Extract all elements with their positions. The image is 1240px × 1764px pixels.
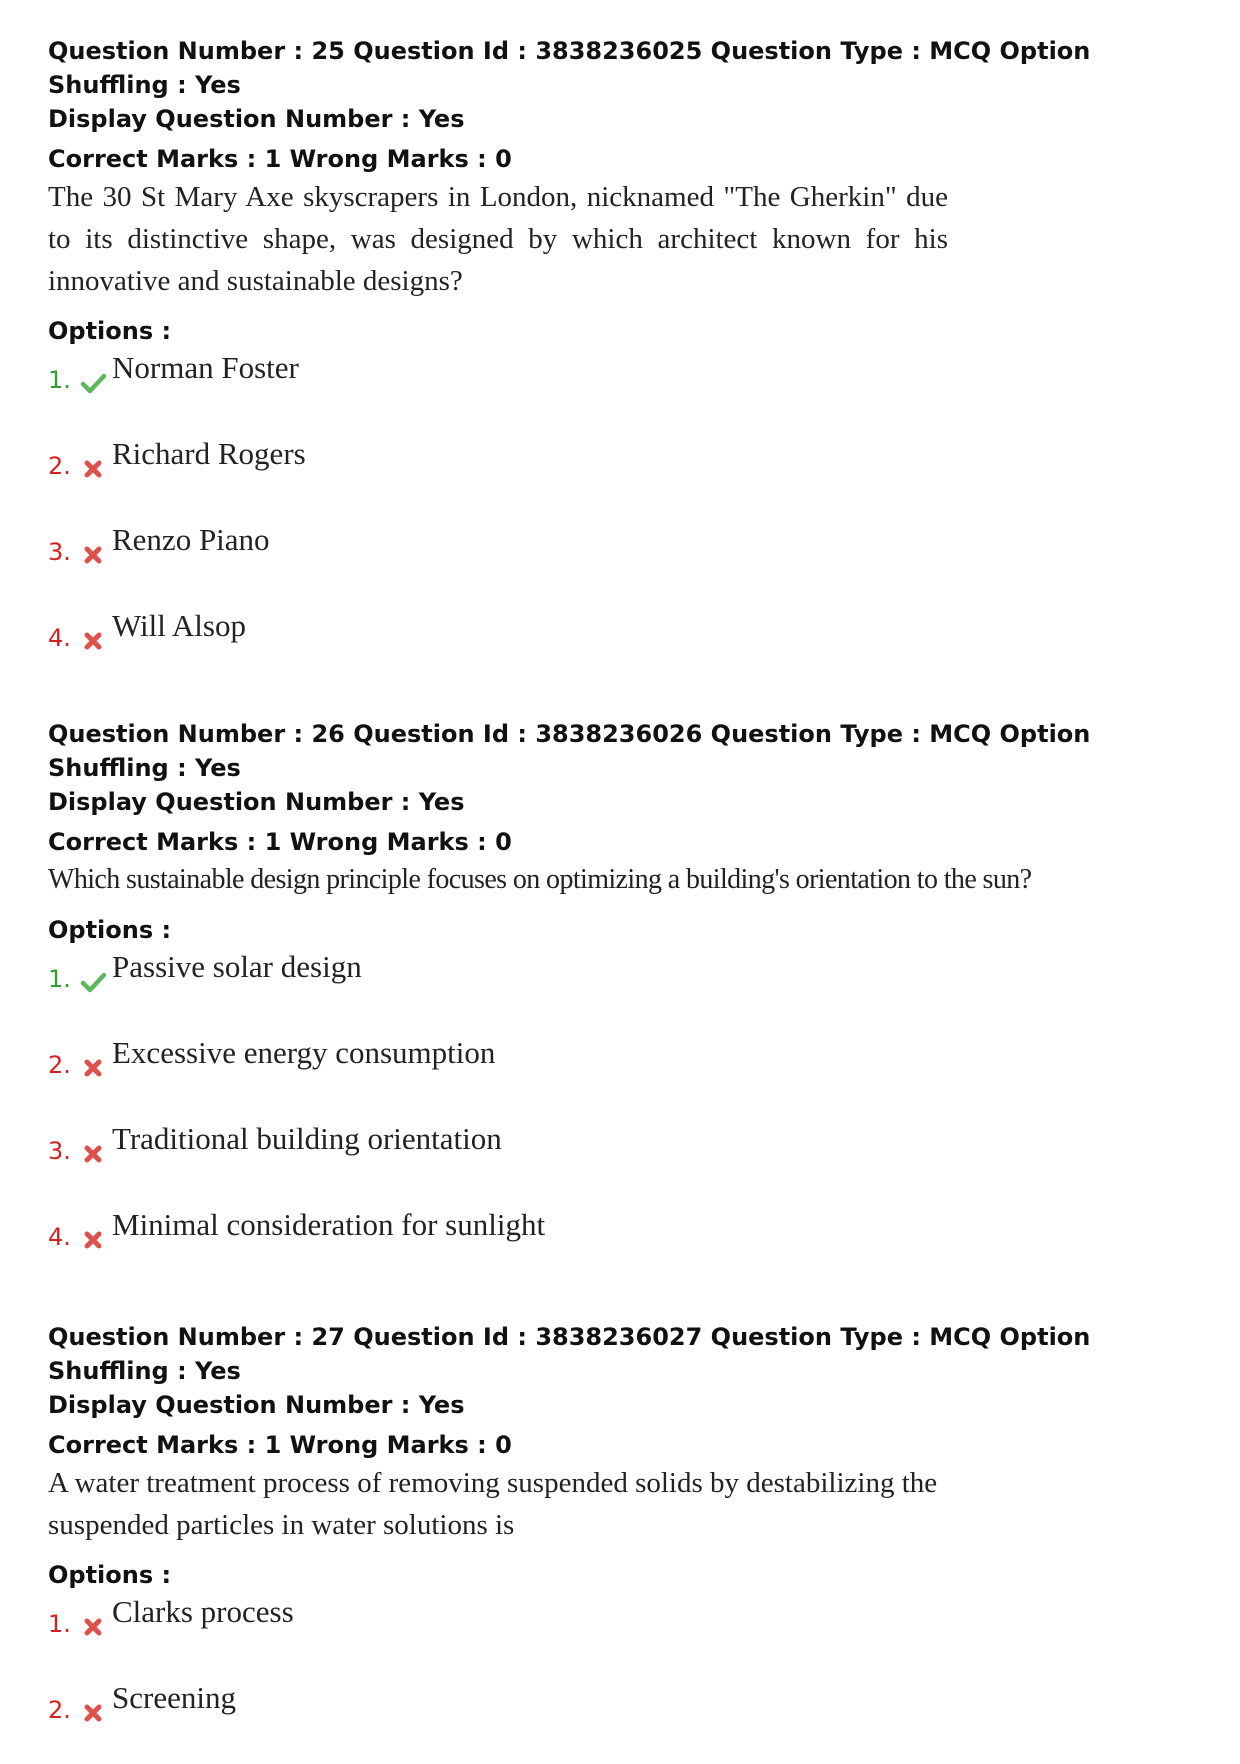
- option-text: Norman Foster: [112, 350, 299, 385]
- question-27: [48, 1320, 1208, 1764]
- option-number: 2.: [48, 1696, 71, 1724]
- option-item: [48, 348, 1208, 434]
- question-text: A water treatment process of removing suspended solids by destabilizing the suspended particles in water solutions is: [48, 1467, 938, 1541]
- option-text: Richard Rogers: [112, 436, 306, 471]
- option-item: [48, 1033, 1208, 1119]
- option-list: [48, 1592, 1208, 1764]
- option-number: 3.: [48, 538, 71, 566]
- option-number: 1.: [48, 965, 71, 993]
- option-text: Passive solar design: [112, 949, 362, 984]
- option-text: Renzo Piano: [112, 522, 270, 557]
- question-marks: Correct Marks : 1 Wrong Marks : 0: [48, 828, 512, 856]
- question-26: [48, 717, 1208, 1291]
- option-number: 1.: [48, 1610, 71, 1638]
- option-number: 2.: [48, 452, 71, 480]
- cross-icon: [78, 540, 108, 570]
- cross-icon: [78, 1698, 108, 1728]
- option-number: 4.: [48, 624, 71, 652]
- question-25: [48, 34, 1208, 692]
- option-text: Traditional building orientation: [112, 1121, 502, 1156]
- option-text: Clarks process: [112, 1594, 294, 1629]
- question-header: [48, 1320, 1208, 1422]
- option-text: Minimal consideration for sunlight: [112, 1207, 546, 1242]
- check-icon: [78, 368, 108, 398]
- option-item: [48, 606, 1208, 692]
- cross-icon: [78, 1053, 108, 1083]
- option-number: 2.: [48, 1051, 71, 1079]
- question-header: [48, 717, 1208, 819]
- question-marks: Correct Marks : 1 Wrong Marks : 0: [48, 1431, 512, 1459]
- question-text: Which sustainable design principle focuses on optimizing a building's orientation to the sun?: [48, 864, 1032, 895]
- options-label: Options :: [48, 317, 172, 345]
- cross-icon: [78, 1225, 108, 1255]
- cross-icon: [78, 454, 108, 484]
- option-number: 4.: [48, 1223, 71, 1251]
- question-header-line1: Question Number : 26 Question Id : 3838236026 Question Type : MCQ Option Shuffling : Yes: [48, 720, 1091, 782]
- option-item: [48, 520, 1208, 606]
- question-header-line1: Question Number : 27 Question Id : 3838236027 Question Type : MCQ Option Shuffling : Yes: [48, 1323, 1091, 1385]
- option-text: Screening: [112, 1680, 236, 1715]
- option-item: [48, 1119, 1208, 1205]
- question-text: The 30 St Mary Axe skyscrapers in London, nicknamed "The Gherkin" due to its distinctive shape, was designed by which architect known for his innovative and sustainable designs?: [48, 181, 948, 297]
- cross-icon: [78, 1139, 108, 1169]
- question-header-line2: Display Question Number : Yes: [48, 1391, 465, 1419]
- option-number: 1.: [48, 366, 71, 394]
- option-number: 3.: [48, 1137, 71, 1165]
- option-item: [48, 1678, 1208, 1764]
- question-header: [48, 34, 1208, 136]
- question-header-line2: Display Question Number : Yes: [48, 105, 465, 133]
- option-list: [48, 348, 1208, 692]
- option-item: [48, 434, 1208, 520]
- option-item: [48, 947, 1208, 1033]
- cross-icon: [78, 626, 108, 656]
- question-marks: Correct Marks : 1 Wrong Marks : 0: [48, 145, 512, 173]
- option-text: Will Alsop: [112, 608, 246, 643]
- option-item: [48, 1592, 1208, 1678]
- options-label: Options :: [48, 916, 172, 944]
- cross-icon: [78, 1612, 108, 1642]
- option-item: [48, 1205, 1208, 1291]
- question-header-line1: Question Number : 25 Question Id : 3838236025 Question Type : MCQ Option Shuffling : Yes: [48, 37, 1091, 99]
- options-label: Options :: [48, 1561, 172, 1589]
- question-header-line2: Display Question Number : Yes: [48, 788, 465, 816]
- option-list: [48, 947, 1208, 1291]
- check-icon: [78, 967, 108, 997]
- option-text: Excessive energy consumption: [112, 1035, 496, 1070]
